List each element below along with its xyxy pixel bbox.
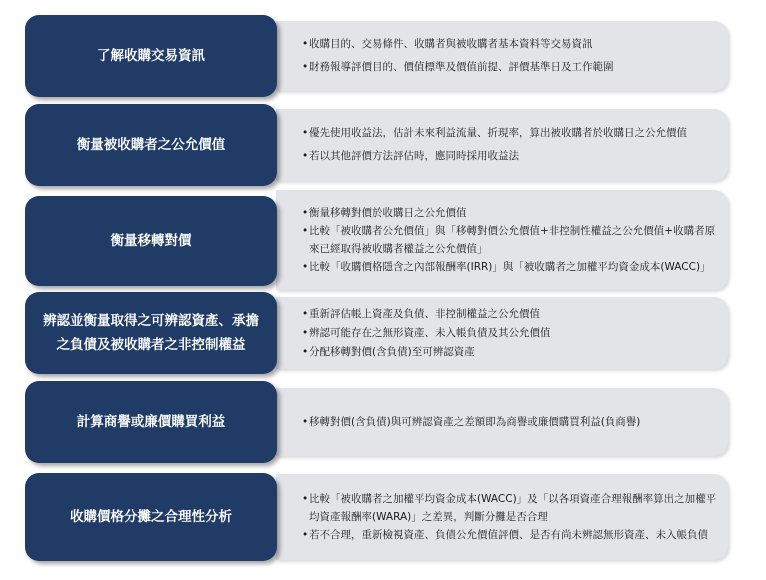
bullet-dot-icon: • bbox=[302, 38, 309, 50]
bullet-dot-icon: • bbox=[302, 225, 309, 237]
bullet-dot-icon: • bbox=[302, 307, 309, 320]
bullet-dot-icon: • bbox=[302, 207, 309, 219]
bullet-item: • 若以其他評價方法評估時，應同時採用收益法 bbox=[302, 147, 718, 166]
bullet-item: • 收購目的、交易條件、收購者與被收購者基本資料等交易資訊 bbox=[302, 35, 718, 54]
step-title: 計算商譽或廉價購買利益 bbox=[76, 414, 226, 430]
bullet-item: • 比較「被收購者公允價值」與「移轉對價公允價值+非控制性權益之公允價值+收購者原來已經取得被收購者權益之公允價值」 bbox=[302, 222, 718, 258]
bullet-item: • 辨認可能存在之無形資產、未入帳負債及其公允價值 bbox=[302, 324, 718, 343]
step-box-1 bbox=[25, 15, 277, 97]
step-title: 辨認並衡量取得之可辨認資產、承擔之負債及被收購者之非控制權益 bbox=[43, 313, 259, 353]
step-box-4 bbox=[25, 292, 277, 374]
detail-box-4 bbox=[276, 297, 728, 369]
bullet-item: • 財務報導評價目的、價值標準及價值前提、評價基準日及工作範圍 bbox=[302, 58, 718, 77]
detail-box-2 bbox=[276, 109, 728, 181]
bullet-dot-icon: • bbox=[302, 415, 309, 428]
bullet-dot-icon: • bbox=[302, 127, 309, 139]
bullet-dot-icon: • bbox=[302, 326, 309, 339]
bullet-item: • 衡量移轉對價於收購日之公允價值 bbox=[302, 204, 718, 222]
detail-box-5 bbox=[276, 388, 728, 456]
bullet-item: • 分配移轉對價(含負債)至可辨認資產 bbox=[302, 343, 718, 362]
detail-box-6 bbox=[276, 474, 728, 560]
step-title: 衡量被收購者之公允價值 bbox=[76, 137, 226, 153]
bullet-item: • 比較「收購價格隱含之內部報酬率(IRR)」與「被收購者之加權平均資金成本(WACC)」 bbox=[302, 258, 718, 276]
bullet-dot-icon: • bbox=[302, 493, 309, 505]
step-box-2 bbox=[25, 104, 277, 186]
step-title: 收購價格分攤之合理性分析 bbox=[70, 509, 232, 525]
detail-box-1 bbox=[276, 21, 728, 91]
bullet-dot-icon: • bbox=[302, 529, 309, 541]
bullet-dot-icon: • bbox=[302, 261, 309, 273]
bullet-item: • 若不合理，重新檢視資產、負債公允價值評價、是否有尚未辨認無形資產、未入帳負債 bbox=[302, 526, 718, 544]
step-box-5 bbox=[25, 381, 277, 463]
bullet-dot-icon: • bbox=[302, 150, 309, 162]
bullet-dot-icon: • bbox=[302, 345, 309, 358]
step-box-6 bbox=[25, 473, 277, 561]
step-box-3 bbox=[25, 196, 277, 286]
step-title: 衡量移轉對價 bbox=[110, 233, 192, 249]
step-title: 了解收購交易資訊 bbox=[97, 48, 205, 64]
bullet-item: • 移轉對價(含負債)與可辨認資產之差額即為商譽或廉價購買利益(負商譽) bbox=[302, 413, 718, 432]
bullet-dot-icon: • bbox=[302, 61, 309, 73]
detail-box-3 bbox=[276, 190, 728, 290]
bullet-item: • 重新評估帳上資產及負債、非控制權益之公允價值 bbox=[302, 305, 718, 324]
bullet-item: • 優先使用收益法，估計未來利益流量、折現率，算出被收購者於收購日之公允價值 bbox=[302, 124, 718, 143]
bullet-item: • 比較「被收購者之加權平均資金成本(WACC)」及「以各項資產合理報酬率算出之加權平均資產報酬率(WARA)」之差異，判斷分攤是否合理 bbox=[302, 490, 718, 526]
